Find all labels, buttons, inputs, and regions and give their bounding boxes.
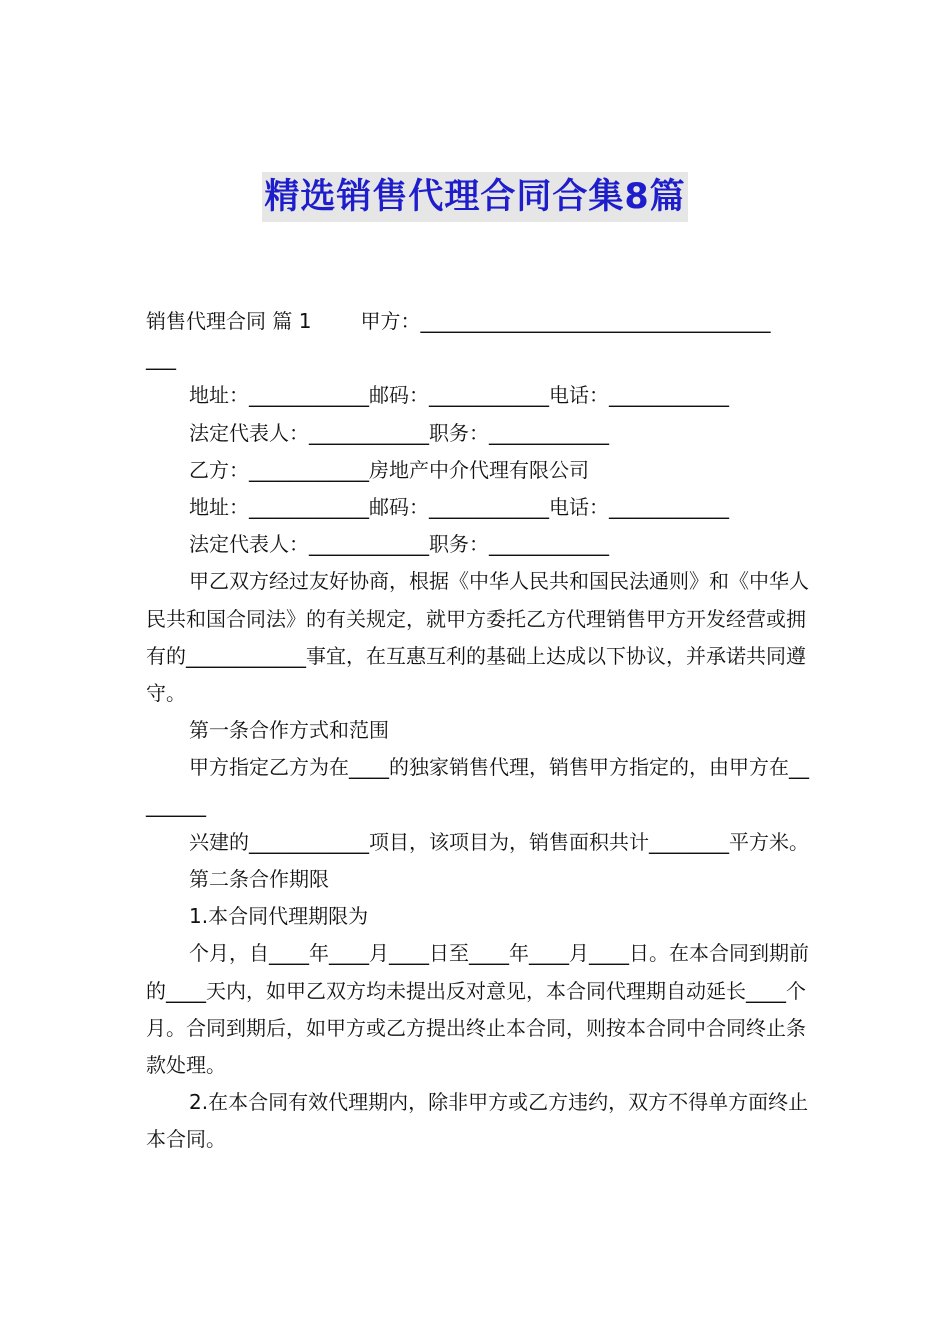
heading-gap: [311, 303, 360, 340]
contract-heading: 销售代理合同 篇 1: [146, 309, 312, 333]
article-2-clause-1-body: 个月，自____年____月____日至____年____月____日。在本合同到期前的____天内，如甲乙双方均未提出反对意见，本合同代理期自动延长____个月。合同到期后，如甲方或乙方提出终止本合同，则按本合同中合同终止条款处理。: [146, 941, 809, 1078]
party-b-representative-line: 法定代表人：____________职务：____________: [189, 532, 609, 557]
document-title: 精选销售代理合同合集8篇: [262, 172, 687, 222]
document-body: [146, 303, 810, 1159]
party-a-address-line: 地址：____________邮码：____________电话：____________: [189, 383, 729, 408]
contract-heading-line: [146, 303, 810, 340]
party-a-representative-line: 法定代表人：____________职务：____________: [189, 420, 609, 445]
article-1-paragraph-1: 甲方指定乙方为在____的独家销售代理，销售甲方指定的，由甲方在________: [146, 755, 809, 817]
party-b-address-line: 地址：____________邮码：____________电话：____________: [189, 495, 729, 520]
preamble-paragraph: 甲乙双方经过友好协商，根据《中华人民共和国民法通则》和《中华人民共和国合同法》的有关规定，就甲方委托乙方代理销售甲方开发经营或拥有的____________事宜，在互惠互利的基础上达成以下协议，并承诺共同遵守。: [146, 569, 809, 706]
party-a-field: 甲方：___________________________________: [360, 309, 771, 333]
article-2-clause-2: 2.在本合同有效代理期内，除非甲方或乙方违约，双方不得单方面终止本合同。: [146, 1090, 809, 1152]
article-2-heading: 第二条合作期限: [189, 867, 329, 892]
party-b-line: 乙方：____________房地产中介代理有限公司: [189, 457, 589, 482]
article-1-heading: 第一条合作方式和范围: [189, 718, 389, 743]
title-container: [0, 172, 950, 222]
party-a-field-continuation: ___: [146, 346, 176, 371]
article-2-clause-1-title: 1.本合同代理期限为: [189, 904, 369, 929]
article-1-paragraph-2: 兴建的____________项目，该项目为，销售面积共计________平方米。: [189, 829, 809, 854]
